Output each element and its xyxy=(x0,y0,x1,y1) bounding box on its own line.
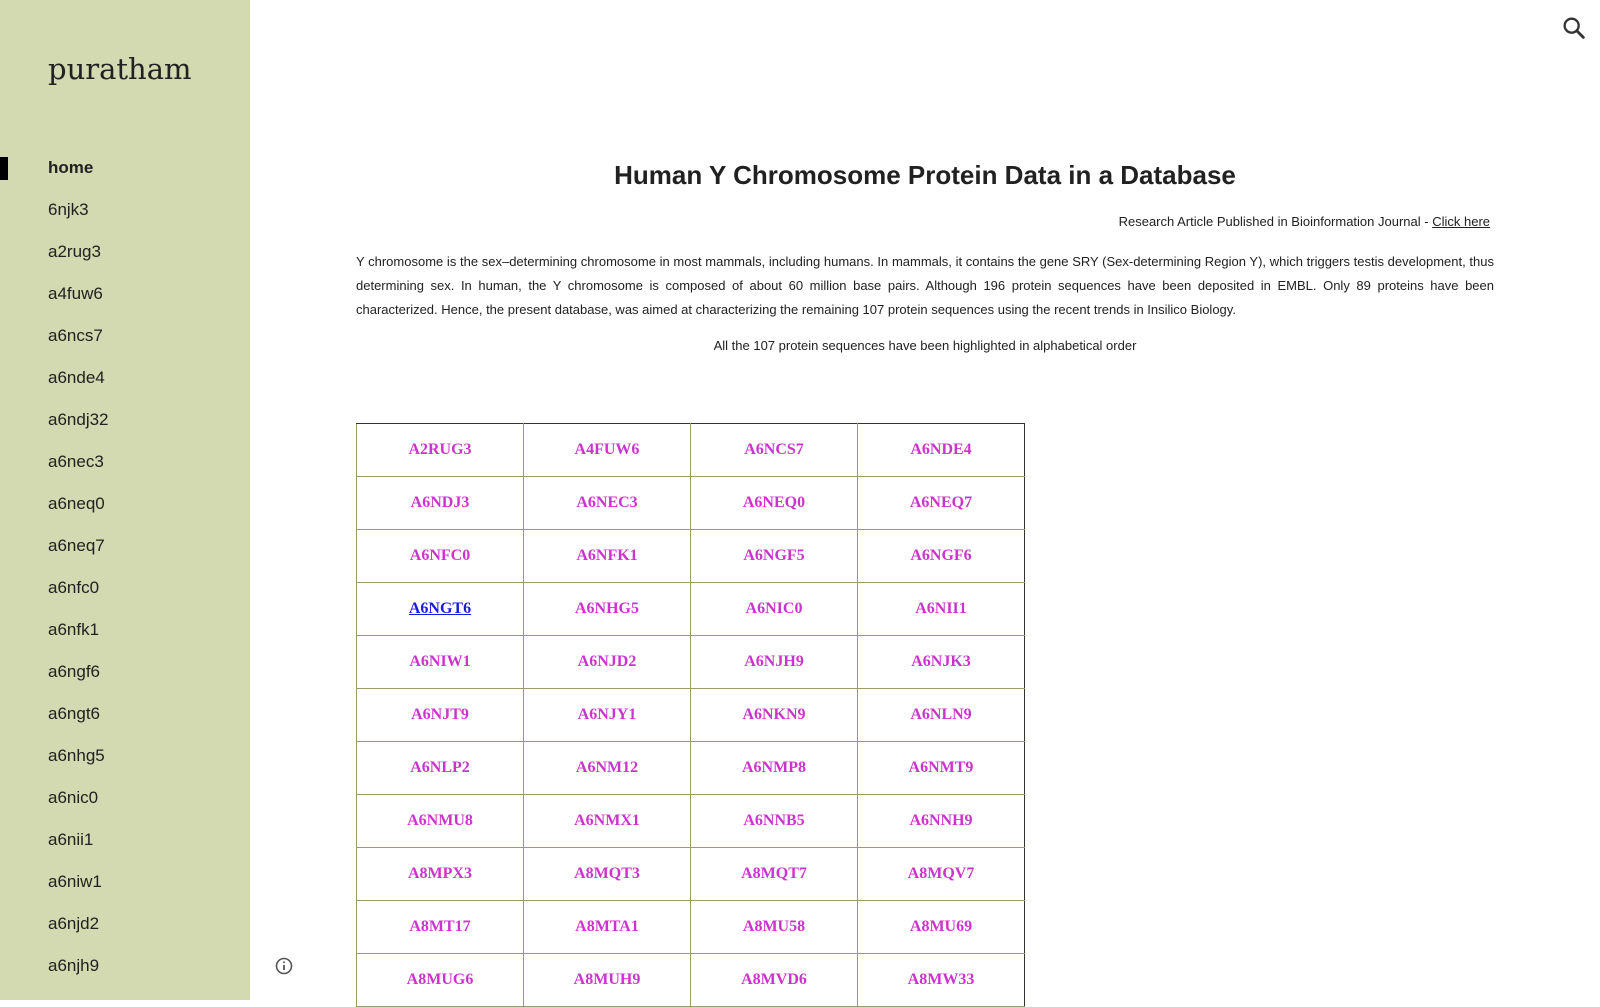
sidebar-item-a6niw1[interactable]: a6niw1 xyxy=(48,872,102,891)
protein-cell[interactable]: A8MTA1 xyxy=(524,901,691,954)
protein-cell[interactable]: A6NEQ7 xyxy=(858,477,1025,530)
protein-cell[interactable]: A6NNH9 xyxy=(858,795,1025,848)
protein-cell[interactable]: A6NJK3 xyxy=(858,636,1025,689)
intro-paragraph: Y chromosome is the sex–determining chromosome in most mammals, including humans. In mammals, it contains the gene SRY (Sex-determining Region Y), which triggers testis development, thus determining sex. In human, the Y chromosome is composed of about 60 million base pairs. Although 196 protein sequences have been deposited in EMBL. Only 89 proteins have been characterized. Hence, the present database, was aimed at characterizing the remaining 107 protein sequences using the recent trends in Insilico Biology. xyxy=(356,254,1494,317)
protein-cell[interactable]: A6NMT9 xyxy=(858,742,1025,795)
protein-cell[interactable]: A8MUH9 xyxy=(524,954,691,1007)
protein-cell[interactable]: A6NHG5 xyxy=(524,583,691,636)
sidebar-item-a6ndj32[interactable]: a6ndj32 xyxy=(48,410,109,429)
protein-cell[interactable]: A6NIW1 xyxy=(357,636,524,689)
table-subtitle: All the 107 protein sequences have been highlighted in alphabetical order xyxy=(713,338,1137,353)
table-row xyxy=(357,954,1025,1007)
search-button[interactable] xyxy=(1560,14,1588,42)
protein-cell[interactable]: A6NLP2 xyxy=(357,742,524,795)
protein-cell[interactable]: A6NJT9 xyxy=(357,689,524,742)
sidebar-item-home[interactable]: home xyxy=(0,147,250,189)
protein-cell[interactable]: A8MU58 xyxy=(691,901,858,954)
table-row xyxy=(357,477,1025,530)
protein-cell[interactable]: A6NFK1 xyxy=(524,530,691,583)
protein-cell[interactable]: A8MW33 xyxy=(858,954,1025,1007)
protein-cell[interactable]: A4FUW6 xyxy=(524,424,691,477)
sidebar-item-a6nic0[interactable]: a6nic0 xyxy=(48,788,99,807)
table-row xyxy=(357,424,1025,477)
sidebar-nav xyxy=(0,147,250,987)
sidebar-item-a6njd2[interactable]: a6njd2 xyxy=(48,914,100,933)
protein-cell[interactable]: A6NFC0 xyxy=(357,530,524,583)
page-title: Human Y Chromosome Protein Data in a Database xyxy=(614,160,1236,190)
protein-cell[interactable]: A6NII1 xyxy=(858,583,1025,636)
protein-cell[interactable]: A8MQV7 xyxy=(858,848,1025,901)
protein-cell[interactable]: A6NDJ3 xyxy=(357,477,524,530)
sidebar-item-a6neq0[interactable]: a6neq0 xyxy=(48,494,105,513)
sidebar-item-a6njh9[interactable]: a6njh9 xyxy=(48,956,100,975)
protein-cell[interactable]: A6NNB5 xyxy=(691,795,858,848)
search-icon xyxy=(1560,14,1588,42)
table-row xyxy=(357,636,1025,689)
table-row xyxy=(357,689,1025,742)
protein-cell[interactable]: A6NJY1 xyxy=(524,689,691,742)
sidebar-item-a2rug3[interactable]: a2rug3 xyxy=(48,242,101,261)
sidebar xyxy=(0,0,250,1000)
research-article-link[interactable]: Click here xyxy=(1432,214,1490,229)
protein-cell[interactable]: A6NMU8 xyxy=(357,795,524,848)
table-row xyxy=(357,530,1025,583)
sidebar-item-a6nhg5[interactable]: a6nhg5 xyxy=(48,746,105,765)
sidebar-item-a6ngt6[interactable]: a6ngt6 xyxy=(48,704,100,723)
sidebar-item-a6ngf6[interactable]: a6ngf6 xyxy=(48,662,100,681)
protein-cell[interactable]: A8MT17 xyxy=(357,901,524,954)
sidebar-item-a6nde4[interactable]: a6nde4 xyxy=(48,368,105,387)
protein-cell[interactable]: A6NKN9 xyxy=(691,689,858,742)
table-row xyxy=(357,795,1025,848)
sidebar-item-a6nfk1[interactable]: a6nfk1 xyxy=(48,620,100,639)
info-icon xyxy=(274,956,294,976)
sidebar-item-a6neq7[interactable]: a6neq7 xyxy=(48,536,105,555)
protein-cell[interactable]: A6NGF5 xyxy=(691,530,858,583)
protein-cell[interactable]: A8MUG6 xyxy=(357,954,524,1007)
protein-cell[interactable]: A6NGT6 xyxy=(357,583,524,636)
protein-cell[interactable]: A8MQT7 xyxy=(691,848,858,901)
protein-cell[interactable]: A8MVD6 xyxy=(691,954,858,1007)
protein-cell[interactable]: A6NIC0 xyxy=(691,583,858,636)
table-row xyxy=(357,901,1025,954)
main-content xyxy=(250,0,1600,1000)
sidebar-item-a6nii1[interactable]: a6nii1 xyxy=(48,830,94,849)
protein-cell[interactable]: A6NLN9 xyxy=(858,689,1025,742)
protein-cell[interactable]: A6NEC3 xyxy=(524,477,691,530)
protein-cell[interactable]: A6NEQ0 xyxy=(691,477,858,530)
protein-cell[interactable]: A6NGF6 xyxy=(858,530,1025,583)
protein-cell[interactable]: A6NMX1 xyxy=(524,795,691,848)
protein-cell[interactable]: A6NDE4 xyxy=(858,424,1025,477)
protein-cell[interactable]: A8MU69 xyxy=(858,901,1025,954)
protein-cell[interactable]: A8MPX3 xyxy=(357,848,524,901)
sidebar-item-6njk3[interactable]: 6njk3 xyxy=(48,200,89,219)
table-row xyxy=(357,583,1025,636)
sidebar-item-a6nfc0[interactable]: a6nfc0 xyxy=(48,578,100,597)
protein-cell[interactable]: A8MQT3 xyxy=(524,848,691,901)
protein-cell[interactable]: A6NCS7 xyxy=(691,424,858,477)
sidebar-item-a6nec3[interactable]: a6nec3 xyxy=(48,452,104,471)
research-article-line xyxy=(1119,214,1490,229)
protein-table xyxy=(356,423,1025,1007)
protein-cell[interactable]: A6NJH9 xyxy=(691,636,858,689)
info-button[interactable] xyxy=(274,956,294,976)
protein-cell[interactable]: A6NMP8 xyxy=(691,742,858,795)
sidebar-item-a6ncs7[interactable]: a6ncs7 xyxy=(48,326,103,345)
protein-cell[interactable]: A6NM12 xyxy=(524,742,691,795)
table-row xyxy=(357,848,1025,901)
protein-cell[interactable]: A2RUG3 xyxy=(357,424,524,477)
table-row xyxy=(357,742,1025,795)
research-article-text: Research Article Published in Bioinformation Journal - xyxy=(1118,214,1433,229)
site-title[interactable]: puratham xyxy=(48,52,192,86)
sidebar-item-a4fuw6[interactable]: a4fuw6 xyxy=(48,284,103,303)
protein-cell[interactable]: A6NJD2 xyxy=(524,636,691,689)
